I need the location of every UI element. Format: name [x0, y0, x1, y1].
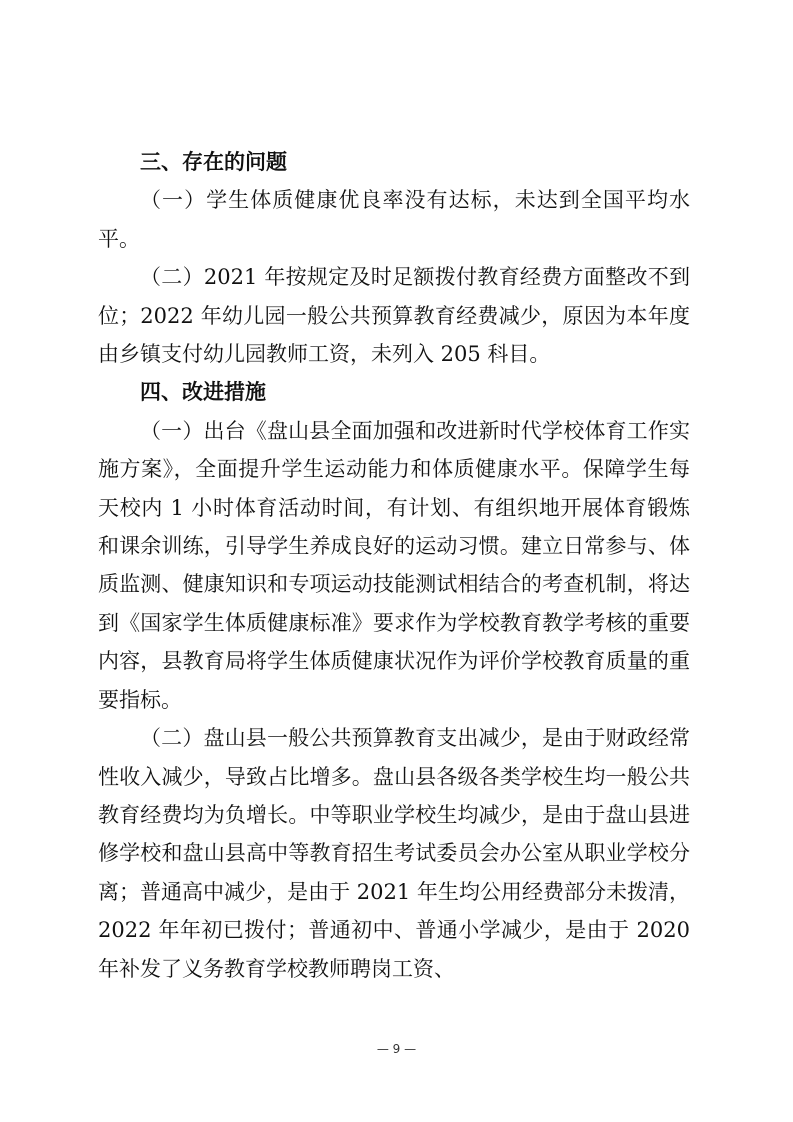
- page-number: — 9 —: [376, 1042, 417, 1056]
- section-heading-problems: 三、存在的问题: [140, 150, 287, 174]
- paragraph-improvement-2: （二）盘山县一般公共预算教育支出减少，是由于财政经常性收入减少，导致占比增多。盘山县各级各类学校生均一般公共教育经费均为负增长。中等职业学校生均减少，是由于盘山县进修学校和盘山县高中等教育招生考试委员会办公室从职业学校分离；普通高中减少，是由于 2021 年生均公用经费部分未拨清，2022 年年初已拨付；普通初中、普通小学减少，是由于 2020 年补发了义务教育学校教师聘岗工资、: [98, 726, 690, 981]
- document-body: [98, 143, 690, 988]
- paragraph-problem-2: （二）2021 年按规定及时足额拨付教育经费方面整改不到位；2022 年幼儿园一般公共预算教育经费减少，原因为本年度由乡镇支付幼儿园教师工资，未列入 205 科目。: [98, 265, 690, 367]
- paragraph-improvement-1: （一）出台《盘山县全面加强和改进新时代学校体育工作实施方案》，全面提升学生运动能力和体质健康水平。保障学生每天校内 1 小时体育活动时间，有计划、有组织地开展体育锻炼和课余训练，引导学生养成良好的运动习惯。建立日常参与、体质监测、健康知识和专项运动技能测试相结合的考查机制，将达到《国家学生体质健康标准》要求作为学校教育教学考核的重要内容，县教育局将学生体质健康状况作为评价学校教育质量的重要指标。: [98, 418, 690, 712]
- section-heading-improvements: 四、改进措施: [140, 380, 266, 405]
- paragraph-problem-1: （一）学生体质健康优良率没有达标，未达到全国平均水平。: [98, 188, 690, 251]
